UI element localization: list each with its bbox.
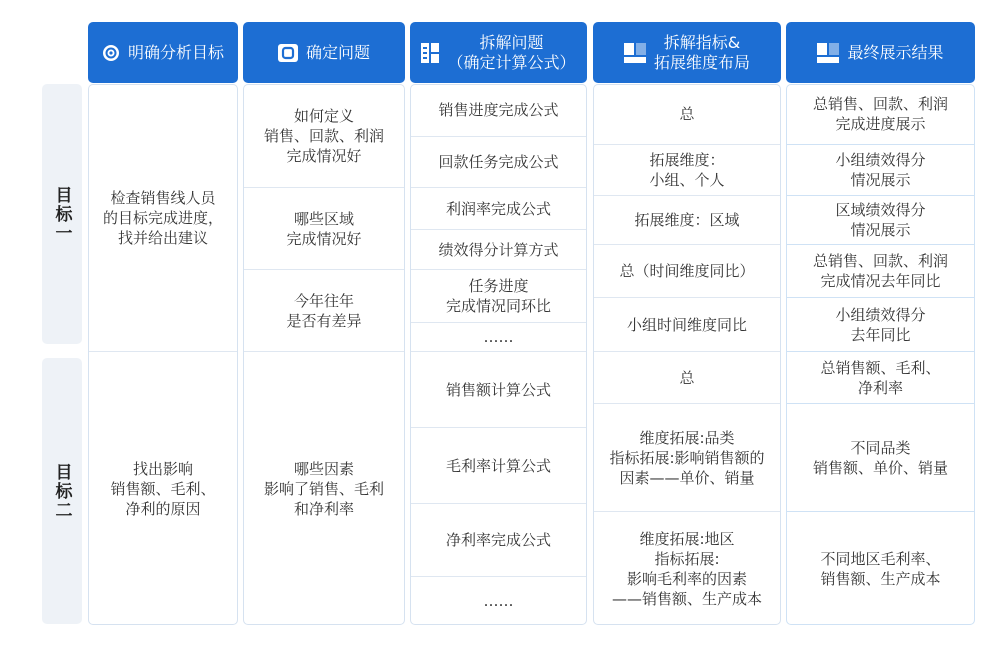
question-cell: 今年往年 是否有差异	[286, 291, 362, 330]
formula-cell: ……	[483, 328, 514, 346]
result-cell: 不同品类 销售额、单价、销量	[812, 438, 948, 477]
goal-cell-2: 找出影响 销售额、毛利、 净利的原因	[110, 459, 216, 518]
row-label-goal-2: 目标二	[42, 358, 82, 624]
dimension-cell: 小组时间维度同比	[626, 315, 747, 334]
formula-cell: 净利率完成公式	[445, 531, 551, 549]
header-goal	[88, 22, 238, 83]
result-cell: 小组绩效得分 情况展示	[835, 151, 926, 189]
formula-cell: 利润率完成公式	[445, 199, 551, 218]
dimension-cell: 拓展维度： 小组、个人	[649, 151, 725, 189]
target-icon	[102, 44, 120, 62]
header-result	[786, 22, 975, 83]
header-question-label: 确定问题	[305, 42, 370, 62]
layout-icon	[624, 43, 646, 63]
formula-cell: 销售进度完成公式	[438, 101, 559, 119]
header-goal-label: 明确分析目标	[127, 42, 224, 62]
formula-cell: 销售额计算公式	[445, 380, 551, 399]
result-icon	[817, 43, 839, 63]
formula-cell: 毛利率计算公式	[445, 456, 551, 475]
result-cell: 总销售额、毛利、 净利率	[820, 358, 941, 397]
dimension-cell: 拓展维度：区域	[634, 211, 740, 229]
header-formula	[410, 22, 587, 83]
header-formula-label: 拆解问题 （确定计算公式）	[447, 32, 576, 72]
dimension-cell: 总（时间维度同比）	[619, 262, 755, 280]
dimension-cell: 总	[679, 105, 695, 123]
result-cell: 小组绩效得分 去年同比	[835, 305, 926, 344]
formula-cell: 任务进度 完成情况同环比	[445, 277, 551, 315]
formula-cell: ……	[483, 592, 514, 610]
formula-cell: 回款任务完成公式	[438, 153, 559, 171]
formula-cell: 绩效得分计算方式	[438, 240, 559, 259]
result-cell: 不同地区毛利率、 销售额、生产成本	[820, 549, 941, 588]
result-cell: 区域绩效得分 情况展示	[835, 201, 926, 239]
goal-cell-1: 检查销售线人员 的目标完成进度， 找并给出建议	[102, 188, 223, 247]
question-cell: 如何定义 销售、回款、利润 完成情况好	[263, 106, 384, 165]
result-cell: 总销售、回款、利润 完成情况去年同比	[812, 252, 948, 290]
dimension-cell: 维度拓展:地区 指标拓展: 影响毛利率的因素 ——销售额、生产成本	[611, 529, 762, 608]
question-cell: 哪些因素 影响了销售、毛利 和净利率	[263, 459, 384, 518]
header-result-label: 最终展示结果	[847, 42, 944, 62]
result-cell: 总销售、回款、利润 完成进度展示	[812, 95, 948, 133]
header-dimension-label: 拆解指标& 拓展维度布局	[653, 32, 750, 72]
question-icon	[278, 44, 298, 62]
header-question	[243, 22, 405, 83]
dimension-cell: 总	[679, 368, 695, 387]
header-dimension	[593, 22, 781, 83]
question-cell: 哪些区域 完成情况好	[286, 209, 362, 248]
dimension-cell: 维度拓展:品类 指标拓展:影响销售额的 因素——单价、销量	[609, 428, 765, 487]
formula-icon	[421, 43, 439, 63]
row-label-goal-1: 目标一	[42, 84, 82, 344]
